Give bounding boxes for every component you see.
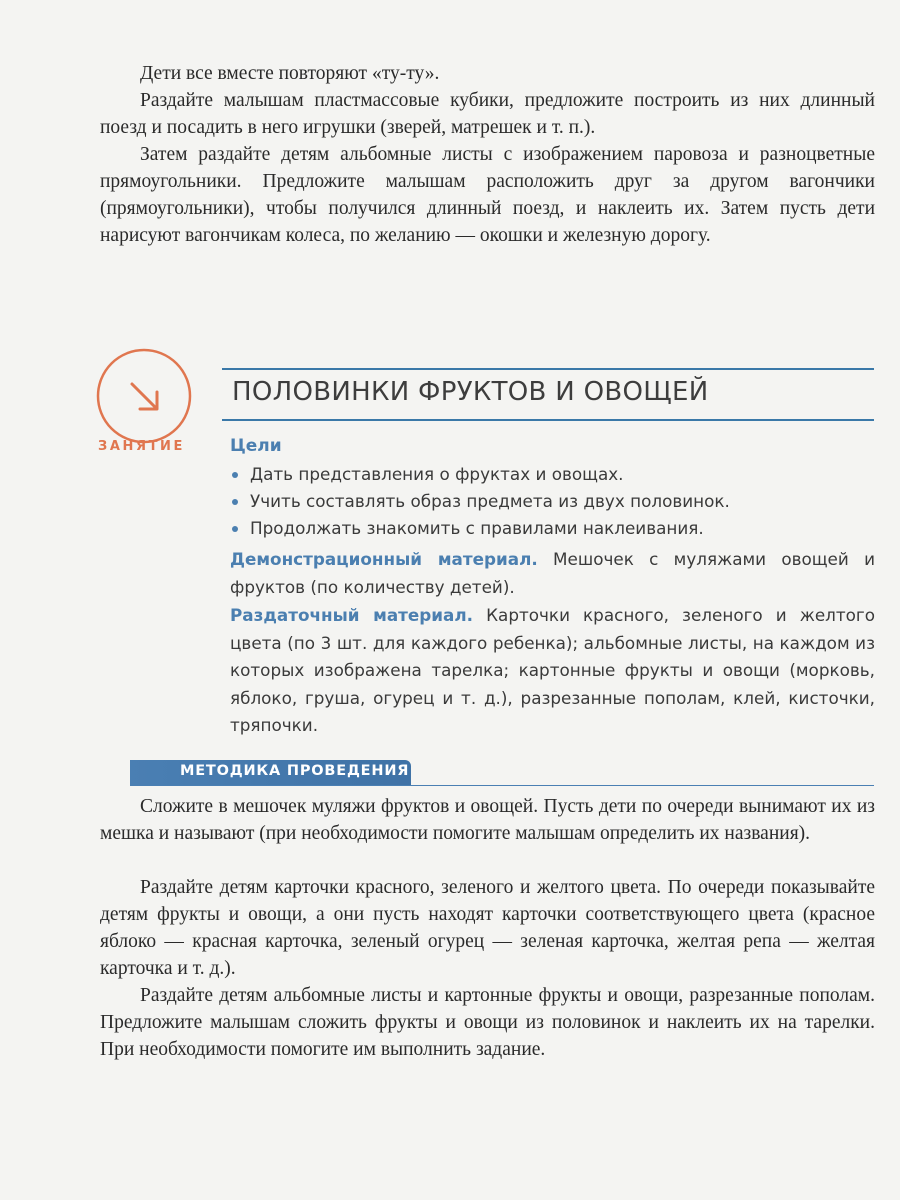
goals-heading: Цели: [230, 436, 282, 456]
handout-material-paragraph: [230, 602, 875, 740]
intro-paragraph-2: Раздайте малышам пластмассовые кубики, предложите построить из них длинный поезд и посадить в него игрушки (зверей, матрешек и т. п.).: [100, 90, 875, 138]
demo-material-section: [230, 546, 875, 601]
arrow-down-right-icon: [96, 348, 192, 444]
handout-material-section: [230, 602, 875, 740]
bullet-icon: [232, 499, 238, 505]
intro-paragraph-1: Дети все вместе повторяют «ту-ту».: [140, 63, 440, 84]
method-paragraph-1: Сложите в мешочек муляжи фруктов и овощей. Пусть дети по очереди вынимают их из мешка и называют (при необходимости помогите малышам определить их названия).: [100, 796, 875, 844]
bullet-icon: [232, 472, 238, 478]
demo-material-text: Мешочек с муляжами овощей и фруктов (по количеству детей).: [230, 549, 875, 597]
demo-material-paragraph: [230, 546, 875, 601]
method-rule: [130, 785, 874, 786]
goal-item: Дать представления о фруктах и овощах.: [230, 461, 875, 488]
goals-list: [230, 461, 875, 542]
title-rule-top: [222, 368, 874, 370]
handout-material-text: Карточки красного, зеленого и желтого цвета (по 3 шт. для каждого ребенка); альбомные листы, на каждом из которых изображена тарелка; картонные фрукты и овощи (морковь, яблоко, груша, огурец и т. д.), разрезанные пополам, клей, кисточки, тряпочки.: [230, 605, 876, 735]
handout-material-heading: Раздаточный материал.: [230, 605, 474, 625]
demo-material-heading: Демонстрационный материал.: [230, 549, 538, 569]
goal-item: Продолжать знакомить с правилами наклеивания.: [230, 515, 875, 542]
bullet-icon: [232, 526, 238, 532]
goal-item: Учить составлять образ предмета из двух половинок.: [230, 488, 875, 515]
method-paragraph-3: Раздайте детям альбомные листы и картонные фрукты и овощи, разрезанные пополам. Предложите малышам сложить фрукты и овощи из половинок и наклеить их на тарелки. При необходимости помогите им выполнить задание.: [100, 985, 875, 1060]
method-heading: МЕТОДИКА ПРОВЕДЕНИЯ: [180, 763, 410, 779]
intro-paragraph-3: Затем раздайте детям альбомные листы с изображением паровоза и разноцветные прямоугольники. Предложите малышам расположить друг за другом вагончики (прямоугольники), чтобы получился длинный поезд, и наклеить их. Затем пусть дети нарисуют вагончикам колеса, по желанию — окошки и железную дорогу.: [100, 144, 875, 246]
title-rule-bottom: [222, 419, 874, 421]
method-paragraph-2: Раздайте детям карточки красного, зеленого и желтого цвета. По очереди показывайте детям фрукты и овощи, а они пусть находят карточки соответствующего цвета (красное яблоко — красная карточка, зеленый огурец — зеленая карточка, желтая репа — желтая карточка и т. д.).: [100, 877, 875, 979]
lesson-label: ЗАНЯТИЕ: [98, 439, 186, 454]
goals-section: [230, 433, 875, 542]
lesson-title: ПОЛОВИНКИ ФРУКТОВ И ОВОЩЕЙ: [232, 377, 709, 407]
